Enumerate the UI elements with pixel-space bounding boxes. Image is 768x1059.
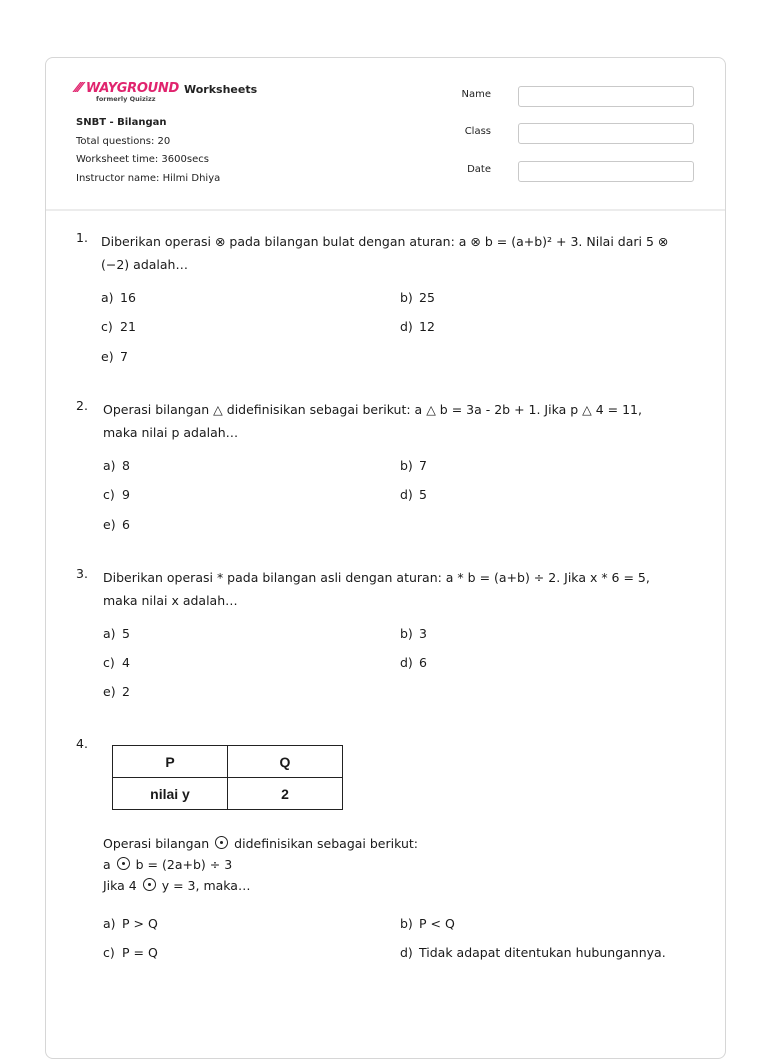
- question-text: Diberikan operasi ⊗ pada bilangan bulat dengan aturan: a ⊗ b = (a+b)² + 3. Nilai dari 5 ⊗ (−2) adalah…: [101, 234, 669, 272]
- option-d[interactable]: d) 5: [400, 487, 427, 502]
- option-d[interactable]: d) 6: [400, 655, 427, 670]
- circle-dot-operator-icon: [117, 857, 130, 870]
- date-field: [466, 161, 696, 181]
- worksheet-header: [46, 58, 725, 211]
- wayground-logo: [76, 81, 179, 96]
- option-e[interactable]: e) 6: [103, 517, 130, 532]
- option-a[interactable]: a) 5: [103, 626, 130, 641]
- option-c[interactable]: c) 4: [103, 655, 130, 670]
- option-a[interactable]: a) P > Q: [103, 916, 158, 931]
- date-label: Date: [467, 164, 491, 175]
- table-header-p: P: [113, 746, 228, 778]
- question-number: 4.: [76, 736, 88, 751]
- worksheet-title: SNBT - Bilangan: [76, 117, 167, 128]
- class-field: [466, 123, 696, 143]
- question-number: 3.: [76, 566, 88, 581]
- worksheet-page: [45, 57, 726, 1059]
- circle-dot-operator-icon: [215, 836, 228, 849]
- option-b[interactable]: b) 25: [400, 290, 435, 305]
- worksheet-meta: [76, 114, 220, 188]
- pq-table: [112, 745, 343, 810]
- table-header-q: Q: [228, 746, 343, 778]
- option-c[interactable]: c) 9: [103, 487, 130, 502]
- name-input[interactable]: [518, 86, 694, 107]
- table-cell-q: 2: [228, 778, 343, 810]
- name-field: [461, 86, 696, 106]
- name-label: Name: [461, 89, 491, 100]
- total-questions: Total questions: 20: [76, 135, 171, 147]
- option-e[interactable]: e) 7: [101, 349, 128, 364]
- question-number: 2.: [76, 398, 88, 413]
- question-text: Operasi bilangan △ didefinisikan sebagai berikut: a △ b = 3a - 2b + 1. Jika p △ 4 = 11, maka nilai p adalah…: [103, 402, 642, 440]
- option-e[interactable]: e) 2: [103, 684, 130, 699]
- option-a[interactable]: a) 16: [101, 290, 136, 305]
- circle-dot-operator-icon: [143, 878, 156, 891]
- logo-subtitle: formerly Quizizz: [96, 95, 156, 103]
- table-cell-p: nilai y: [113, 778, 228, 810]
- worksheet-time: Worksheet time: 3600secs: [76, 154, 209, 165]
- date-input[interactable]: [518, 161, 694, 182]
- option-b[interactable]: b) 7: [400, 458, 427, 473]
- option-d[interactable]: d) 12: [400, 319, 435, 334]
- option-b[interactable]: b) P < Q: [400, 916, 455, 931]
- option-c[interactable]: c) P = Q: [103, 945, 158, 960]
- option-b[interactable]: b) 3: [400, 626, 427, 641]
- class-input[interactable]: [518, 123, 694, 144]
- instructor-name: Instructor name: Hilmi Dhiya: [76, 172, 221, 184]
- brand-label: Worksheets: [184, 83, 258, 96]
- question-text: Diberikan operasi * pada bilangan asli dengan aturan: a * b = (a+b) ÷ 2. Jika x * 6 = 5, maka nilai x adalah…: [103, 570, 650, 608]
- logo-text: WAYGROUND: [85, 81, 179, 96]
- option-a[interactable]: a) 8: [103, 458, 130, 473]
- logo-bars-icon: ⁄⁄⁄: [76, 81, 86, 96]
- class-label: Class: [464, 126, 491, 137]
- question-text: Operasi bilangan didefinisikan sebagai berikut: a b = (2a+b) ÷ 3 Jika 4 y = 3, maka…: [103, 836, 418, 893]
- option-c[interactable]: c) 21: [101, 319, 136, 334]
- question-number: 1.: [76, 230, 88, 245]
- option-d[interactable]: d) Tidak adapat ditentukan hubungannya.: [400, 945, 666, 960]
